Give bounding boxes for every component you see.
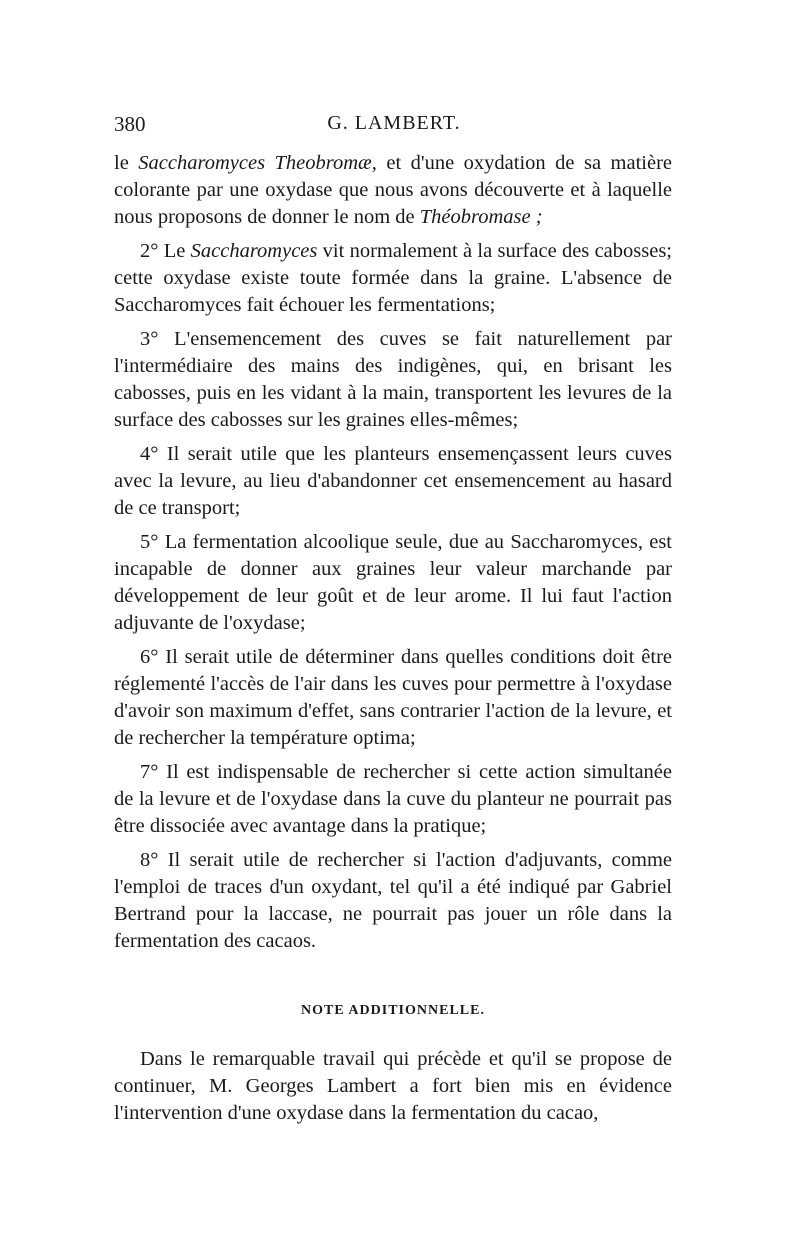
- page-number: 380: [114, 112, 146, 136]
- continuation-mid: et d'une oxydation de sa matière colorante par une oxydase que nous avons découverte et à laquelle nous proposons de donner le nom de: [114, 152, 673, 228]
- page-header: [114, 112, 674, 142]
- item-number: 4°: [140, 443, 159, 465]
- list-item: [114, 847, 672, 955]
- item-number: 5°: [140, 531, 159, 553]
- body-text: [114, 150, 672, 1134]
- item-number: 6°: [140, 646, 159, 668]
- list-item: [114, 441, 672, 522]
- list-item: [114, 326, 672, 434]
- item-number: 2°: [140, 240, 159, 262]
- continuation-pre: le: [114, 152, 139, 174]
- item-text: Il serait utile de déterminer dans quelles conditions doit être réglementé l'accès de l'air dans les cuves pour permettre à l'oxydase d'avoir son maximum d'effet, sans contrarier l'action de la levure, et de rechercher la température optima;: [114, 646, 672, 749]
- continuation-paragraph: [114, 150, 672, 231]
- item-pre: Le: [158, 240, 191, 262]
- item-text: Il serait utile que les planteurs ensemençassent leurs cuves avec la levure, au lieu d'abandonner cet ensemencement au hasard de ce transport;: [114, 443, 672, 519]
- list-item: [114, 529, 672, 637]
- item-italic: Saccharomyces: [190, 240, 318, 262]
- item-text: L'ensemencement des cuves se fait naturellement par l'intermédiaire des mains des indigènes, qui, en brisant les cabosses, puis en les vidant à la main, transportent les levures de la surface des cabosses sur les graines elles-mêmes;: [114, 328, 672, 431]
- item-text: La fermentation alcoolique seule, due au Saccharomyces, est incapable de donner aux graines leur valeur marchande par développement de leur goût et de leur arome. Il lui faut l'action adjuvante de l'oxydase;: [114, 531, 672, 634]
- species-name: Saccharomyces Theobromæ,: [138, 152, 377, 174]
- list-item: [114, 644, 672, 752]
- item-number: 7°: [140, 761, 159, 783]
- list-item: [114, 759, 672, 840]
- item-text: Il est indispensable de rechercher si cette action simultanée de la levure et de l'oxydase dans la cuve du planteur ne pourrait pas être dissociée avec avantage dans la pratique;: [114, 761, 672, 837]
- item-text: Il serait utile de rechercher si l'action d'adjuvants, comme l'emploi de traces d'un oxydant, tel qu'il a été indiqué par Gabriel Bertrand pour la laccase, ne pourrait pas jouer un rôle dans la fermentation des cacaos.: [114, 849, 672, 952]
- note-paragraph: Dans le remarquable travail qui précède et qu'il se propose de continuer, M. Georges Lambert a fort bien mis en évidence l'intervention d'une oxydase dans la fermentation du cacao,: [114, 1048, 672, 1124]
- item-text: vit normalement à la surface des cabosses; cette oxydase existe toute formée dans la graine. L'absence de Saccharomyces fait échouer les fermentations;: [114, 240, 672, 316]
- item-number: 8°: [140, 849, 159, 871]
- note-title: NOTE ADDITIONNELLE.: [301, 1003, 485, 1018]
- list-item: [114, 238, 672, 319]
- item-number: 3°: [140, 328, 159, 350]
- running-head: G. LAMBERT.: [327, 112, 461, 134]
- enzyme-name: Théobromase ;: [419, 206, 543, 228]
